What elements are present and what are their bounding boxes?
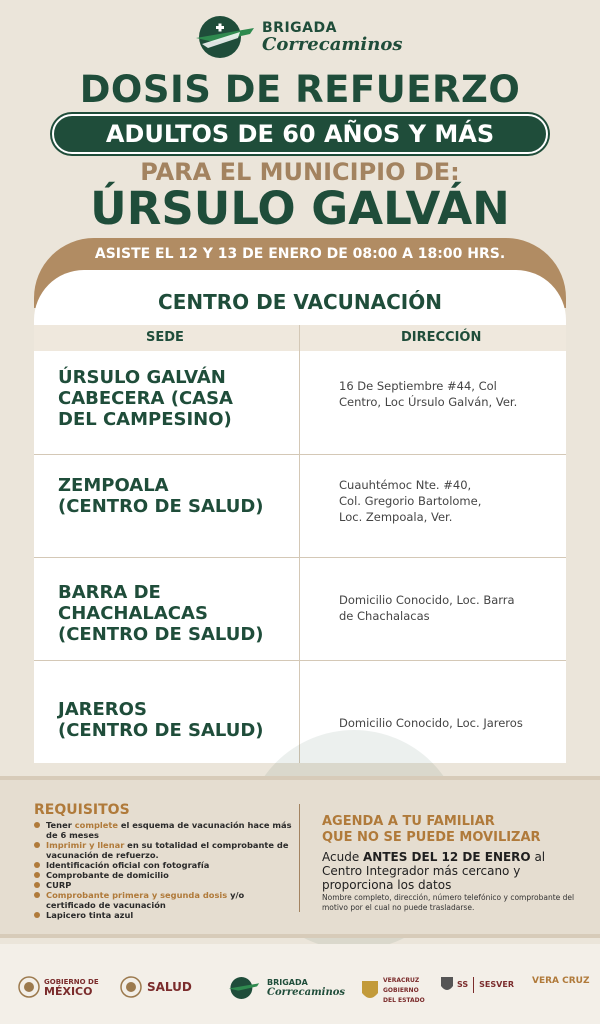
logo-brigada-text: BRIGADA (262, 19, 337, 36)
header (0, 0, 600, 310)
gobierno-mexico-logo: GOBIERNO DE MÉXICO (18, 976, 99, 998)
requirements-section (0, 776, 600, 938)
municipality-name: ÚRSULO GALVÁN (90, 182, 510, 235)
agenda-title: AGENDA A TU FAMILIAR QUE NO SE PUEDE MOVILIZAR (322, 814, 541, 845)
table-row (34, 454, 566, 557)
table-row (34, 660, 566, 763)
direccion-cell: Domicilio Conocido, Loc. Jareros (339, 716, 523, 730)
agenda-note: Nombre completo, dirección, número telefónico y comprobante del motivo por el cual no puede trasladarse. (322, 893, 575, 912)
shield-icon (440, 976, 454, 994)
sede-cell: BARRA DE CHACHALACAS (CENTRO DE SALUD) (58, 582, 264, 645)
agenda-body: Acude ANTES DEL 12 DE ENERO al Centro Integrador más cercano y proporciona los datos (322, 850, 546, 892)
center-title: CENTRO DE VACUNACIÓN (158, 290, 442, 314)
sesver-logo: SS SESVER (440, 976, 514, 994)
list-item: Comprobante de domicilio (34, 870, 294, 880)
direccion-cell: Domicilio Conocido, Loc. Barra de Chachalacas (339, 593, 515, 623)
requisitos-list (34, 820, 294, 920)
list-item: Identificación oficial con fotografía (34, 860, 294, 870)
schedule-text: ASISTE EL 12 Y 13 DE ENERO DE 08:00 A 18:00 HRS. (94, 246, 506, 262)
table-row (34, 351, 566, 454)
list-item: Lapicero tinta azul (34, 910, 294, 920)
list-item: Comprobante primera y segunda dosis y/o certificado de vacunación (34, 890, 294, 910)
veracruz-gobierno-logo: VERACRUZ GOBIERNO DEL ESTADO (360, 976, 425, 1006)
col-sede-header: SEDE (146, 330, 184, 345)
list-item: CURP (34, 880, 294, 890)
age-group-banner (52, 114, 548, 154)
road-runner-logo-icon (225, 976, 263, 1000)
eagle-seal-icon (18, 976, 40, 998)
direccion-cell: Cuauhtémoc Nte. #40, Col. Gregorio Bartolome, Loc. Zempoala, Ver. (339, 478, 482, 524)
sede-cell: ÚRSULO GALVÁN CABECERA (CASA DEL CAMPESINO) (58, 367, 233, 430)
sede-cell: ZEMPOALA (CENTRO DE SALUD) (58, 475, 264, 517)
salud-logo: SALUD (120, 976, 192, 998)
table-header (34, 325, 566, 351)
brigada-footer-logo: BRIGADA Correcaminos (225, 976, 345, 1000)
brigada-logo (194, 14, 402, 60)
eagle-seal-icon (120, 976, 142, 998)
logo-correcaminos-text: Correcaminos (262, 33, 403, 55)
vaccination-center-card (34, 270, 566, 763)
list-item: Tener complete el esquema de vacunación hace más de 6 meses (34, 820, 294, 840)
age-group-text: ADULTOS DE 60 AÑOS Y MÁS (105, 120, 495, 148)
municipality-label: PARA EL MUNICIPIO DE: (140, 158, 460, 186)
sede-cell: JAREROS (CENTRO DE SALUD) (58, 699, 264, 741)
direccion-cell: 16 De Septiembre #44, Col Centro, Loc Úrsulo Galván, Ver. (339, 379, 518, 409)
page-title: DOSIS DE REFUERZO (79, 68, 521, 111)
table-row (34, 557, 566, 660)
veracruz-logo: VERA CRUZ (532, 976, 590, 986)
list-item: Imprimir y llenar en su totalidad el comprobante de vacunación de refuerzo. (34, 840, 294, 860)
footer-logos (0, 944, 600, 1024)
shield-icon (360, 979, 380, 1003)
requisitos-title: REQUISITOS (34, 802, 130, 818)
col-direccion-header: DIRECCIÓN (401, 330, 482, 345)
section-divider (299, 804, 300, 912)
road-runner-logo-icon (194, 14, 256, 60)
